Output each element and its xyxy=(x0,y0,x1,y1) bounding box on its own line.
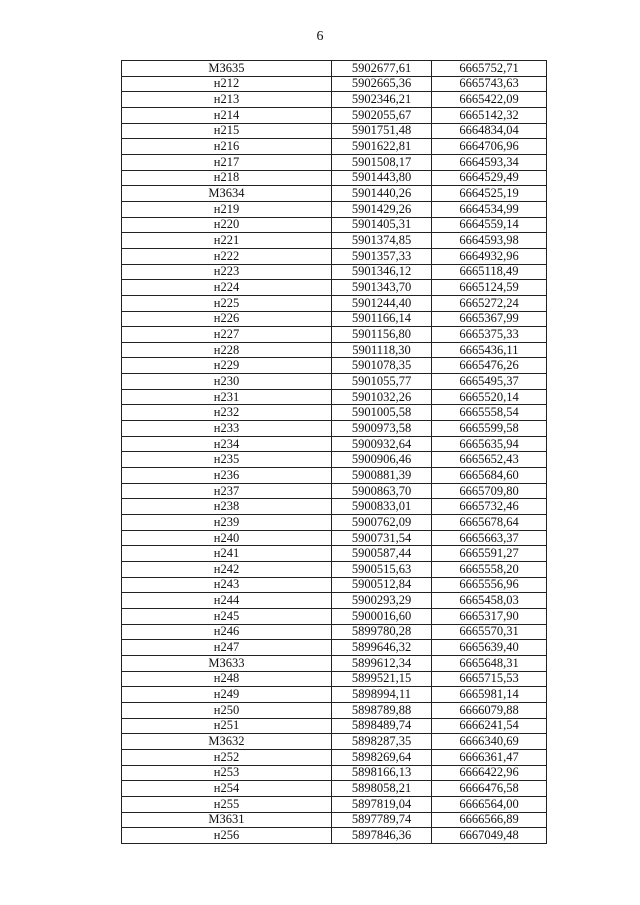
point-name-cell: н232 xyxy=(122,405,332,421)
point-name-cell: н218 xyxy=(122,170,332,186)
x-coordinate-cell: 5901508,17 xyxy=(332,154,432,170)
point-name-cell: МЗ632 xyxy=(122,734,332,750)
x-coordinate-cell: 5902346,21 xyxy=(332,92,432,108)
y-coordinate-cell: 6667049,48 xyxy=(432,828,547,844)
x-coordinate-cell: 5898489,74 xyxy=(332,718,432,734)
x-coordinate-cell: 5901440,26 xyxy=(332,186,432,202)
x-coordinate-cell: 5901622,81 xyxy=(332,139,432,155)
point-name-cell: н243 xyxy=(122,577,332,593)
y-coordinate-cell: 6665684,60 xyxy=(432,468,547,484)
y-coordinate-cell: 6666079,88 xyxy=(432,702,547,718)
point-name-cell: н224 xyxy=(122,280,332,296)
point-name-cell: н246 xyxy=(122,624,332,640)
table-row xyxy=(122,92,547,108)
y-coordinate-cell: 6664529,49 xyxy=(432,170,547,186)
y-coordinate-cell: 6665752,71 xyxy=(432,61,547,77)
point-name-cell: н245 xyxy=(122,608,332,624)
table-row xyxy=(122,295,547,311)
y-coordinate-cell: 6665556,96 xyxy=(432,577,547,593)
point-name-cell: н236 xyxy=(122,468,332,484)
point-name-cell: н212 xyxy=(122,76,332,92)
x-coordinate-cell: 5901405,31 xyxy=(332,217,432,233)
x-coordinate-cell: 5901343,70 xyxy=(332,280,432,296)
x-coordinate-cell: 5901429,26 xyxy=(332,201,432,217)
table-row xyxy=(122,796,547,812)
table-row xyxy=(122,452,547,468)
x-coordinate-cell: 5900587,44 xyxy=(332,546,432,562)
x-coordinate-cell: 5900731,54 xyxy=(332,530,432,546)
table-row xyxy=(122,342,547,358)
x-coordinate-cell: 5897789,74 xyxy=(332,812,432,828)
y-coordinate-cell: 6665558,54 xyxy=(432,405,547,421)
x-coordinate-cell: 5901346,12 xyxy=(332,264,432,280)
table-row xyxy=(122,515,547,531)
y-coordinate-cell: 6665476,26 xyxy=(432,358,547,374)
y-coordinate-cell: 6665732,46 xyxy=(432,499,547,515)
x-coordinate-cell: 5900512,84 xyxy=(332,577,432,593)
x-coordinate-cell: 5901443,80 xyxy=(332,170,432,186)
x-coordinate-cell: 5899612,34 xyxy=(332,655,432,671)
point-name-cell: н217 xyxy=(122,154,332,170)
x-coordinate-cell: 5899646,32 xyxy=(332,640,432,656)
point-name-cell: н252 xyxy=(122,749,332,765)
x-coordinate-cell: 5898789,88 xyxy=(332,702,432,718)
table-row xyxy=(122,436,547,452)
x-coordinate-cell: 5901156,80 xyxy=(332,327,432,343)
table-row xyxy=(122,421,547,437)
point-name-cell: н256 xyxy=(122,828,332,844)
table-row xyxy=(122,139,547,155)
x-coordinate-cell: 5901055,77 xyxy=(332,374,432,390)
point-name-cell: н216 xyxy=(122,139,332,155)
y-coordinate-cell: 6665558,20 xyxy=(432,562,547,578)
x-coordinate-cell: 5900833,01 xyxy=(332,499,432,515)
table-row xyxy=(122,327,547,343)
point-name-cell: н251 xyxy=(122,718,332,734)
y-coordinate-cell: 6666361,47 xyxy=(432,749,547,765)
x-coordinate-cell: 5899521,15 xyxy=(332,671,432,687)
y-coordinate-cell: 6664834,04 xyxy=(432,123,547,139)
table-row xyxy=(122,749,547,765)
x-coordinate-cell: 5901357,33 xyxy=(332,248,432,264)
y-coordinate-cell: 6665520,14 xyxy=(432,389,547,405)
y-coordinate-cell: 6666566,89 xyxy=(432,812,547,828)
x-coordinate-cell: 5901244,40 xyxy=(332,295,432,311)
point-name-cell: н220 xyxy=(122,217,332,233)
point-name-cell: н221 xyxy=(122,233,332,249)
table-row xyxy=(122,264,547,280)
point-name-cell: н228 xyxy=(122,342,332,358)
x-coordinate-cell: 5897846,36 xyxy=(332,828,432,844)
y-coordinate-cell: 6665422,09 xyxy=(432,92,547,108)
point-name-cell: н229 xyxy=(122,358,332,374)
point-name-cell: н215 xyxy=(122,123,332,139)
table-row xyxy=(122,123,547,139)
table-row xyxy=(122,530,547,546)
point-name-cell: н241 xyxy=(122,546,332,562)
y-coordinate-cell: 6666241,54 xyxy=(432,718,547,734)
table-row xyxy=(122,170,547,186)
y-coordinate-cell: 6665142,32 xyxy=(432,107,547,123)
y-coordinate-cell: 6665591,27 xyxy=(432,546,547,562)
point-name-cell: н213 xyxy=(122,92,332,108)
x-coordinate-cell: 5900863,70 xyxy=(332,483,432,499)
table-row xyxy=(122,217,547,233)
point-name-cell: н214 xyxy=(122,107,332,123)
y-coordinate-cell: 6665715,53 xyxy=(432,671,547,687)
x-coordinate-cell: 5901374,85 xyxy=(332,233,432,249)
x-coordinate-cell: 5901078,35 xyxy=(332,358,432,374)
point-name-cell: н247 xyxy=(122,640,332,656)
point-name-cell: н254 xyxy=(122,781,332,797)
table-row xyxy=(122,483,547,499)
y-coordinate-cell: 6665981,14 xyxy=(432,687,547,703)
table-row xyxy=(122,468,547,484)
y-coordinate-cell: 6664706,96 xyxy=(432,139,547,155)
table-row xyxy=(122,702,547,718)
x-coordinate-cell: 5900932,64 xyxy=(332,436,432,452)
y-coordinate-cell: 6666564,00 xyxy=(432,796,547,812)
x-coordinate-cell: 5900515,63 xyxy=(332,562,432,578)
table-row xyxy=(122,233,547,249)
y-coordinate-cell: 6665124,59 xyxy=(432,280,547,296)
y-coordinate-cell: 6665272,24 xyxy=(432,295,547,311)
table-row xyxy=(122,562,547,578)
x-coordinate-cell: 5901118,30 xyxy=(332,342,432,358)
y-coordinate-cell: 6665495,37 xyxy=(432,374,547,390)
x-coordinate-cell: 5901751,48 xyxy=(332,123,432,139)
table-row xyxy=(122,374,547,390)
y-coordinate-cell: 6665458,03 xyxy=(432,593,547,609)
point-name-cell: н248 xyxy=(122,671,332,687)
point-name-cell: н225 xyxy=(122,295,332,311)
table-row xyxy=(122,201,547,217)
table-row xyxy=(122,781,547,797)
table-row xyxy=(122,358,547,374)
y-coordinate-cell: 6665375,33 xyxy=(432,327,547,343)
x-coordinate-cell: 5898269,64 xyxy=(332,749,432,765)
coordinates-table xyxy=(121,60,547,844)
table-row xyxy=(122,734,547,750)
point-name-cell: н234 xyxy=(122,436,332,452)
table-row xyxy=(122,546,547,562)
y-coordinate-cell: 6666340,69 xyxy=(432,734,547,750)
table-row xyxy=(122,593,547,609)
x-coordinate-cell: 5900762,09 xyxy=(332,515,432,531)
table-row xyxy=(122,828,547,844)
y-coordinate-cell: 6665599,58 xyxy=(432,421,547,437)
x-coordinate-cell: 5901032,26 xyxy=(332,389,432,405)
x-coordinate-cell: 5900016,60 xyxy=(332,608,432,624)
x-coordinate-cell: 5901005,58 xyxy=(332,405,432,421)
y-coordinate-cell: 6665317,90 xyxy=(432,608,547,624)
y-coordinate-cell: 6665570,31 xyxy=(432,624,547,640)
table-row xyxy=(122,671,547,687)
point-name-cell: н223 xyxy=(122,264,332,280)
y-coordinate-cell: 6665118,49 xyxy=(432,264,547,280)
table-row xyxy=(122,577,547,593)
point-name-cell: н219 xyxy=(122,201,332,217)
point-name-cell: н233 xyxy=(122,421,332,437)
y-coordinate-cell: 6665652,43 xyxy=(432,452,547,468)
coordinates-table-body xyxy=(122,61,547,844)
point-name-cell: н253 xyxy=(122,765,332,781)
point-name-cell: н226 xyxy=(122,311,332,327)
y-coordinate-cell: 6665663,37 xyxy=(432,530,547,546)
point-name-cell: н244 xyxy=(122,593,332,609)
table-row xyxy=(122,61,547,77)
point-name-cell: н230 xyxy=(122,374,332,390)
y-coordinate-cell: 6664534,99 xyxy=(432,201,547,217)
point-name-cell: н231 xyxy=(122,389,332,405)
y-coordinate-cell: 6664559,14 xyxy=(432,217,547,233)
point-name-cell: н238 xyxy=(122,499,332,515)
x-coordinate-cell: 5900906,46 xyxy=(332,452,432,468)
point-name-cell: н250 xyxy=(122,702,332,718)
y-coordinate-cell: 6664525,19 xyxy=(432,186,547,202)
x-coordinate-cell: 5900293,29 xyxy=(332,593,432,609)
x-coordinate-cell: 5900973,58 xyxy=(332,421,432,437)
point-name-cell: МЗ633 xyxy=(122,655,332,671)
table-row xyxy=(122,389,547,405)
table-row xyxy=(122,640,547,656)
table-row xyxy=(122,499,547,515)
x-coordinate-cell: 5898058,21 xyxy=(332,781,432,797)
table-row xyxy=(122,405,547,421)
x-coordinate-cell: 5897819,04 xyxy=(332,796,432,812)
table-row xyxy=(122,812,547,828)
point-name-cell: н242 xyxy=(122,562,332,578)
x-coordinate-cell: 5902055,67 xyxy=(332,107,432,123)
x-coordinate-cell: 5901166,14 xyxy=(332,311,432,327)
point-name-cell: н240 xyxy=(122,530,332,546)
x-coordinate-cell: 5898994,11 xyxy=(332,687,432,703)
page-number: 6 xyxy=(316,29,324,44)
y-coordinate-cell: 6665436,11 xyxy=(432,342,547,358)
y-coordinate-cell: 6664593,98 xyxy=(432,233,547,249)
y-coordinate-cell: 6665635,94 xyxy=(432,436,547,452)
table-row xyxy=(122,718,547,734)
x-coordinate-cell: 5898287,35 xyxy=(332,734,432,750)
y-coordinate-cell: 6664932,96 xyxy=(432,248,547,264)
point-name-cell: н227 xyxy=(122,327,332,343)
point-name-cell: МЗ635 xyxy=(122,61,332,77)
x-coordinate-cell: 5902665,36 xyxy=(332,76,432,92)
y-coordinate-cell: 6665678,64 xyxy=(432,515,547,531)
point-name-cell: н239 xyxy=(122,515,332,531)
point-name-cell: н237 xyxy=(122,483,332,499)
x-coordinate-cell: 5899780,28 xyxy=(332,624,432,640)
table-row xyxy=(122,76,547,92)
point-name-cell: МЗ634 xyxy=(122,186,332,202)
table-row xyxy=(122,608,547,624)
y-coordinate-cell: 6665743,63 xyxy=(432,76,547,92)
table-row xyxy=(122,248,547,264)
table-row xyxy=(122,154,547,170)
point-name-cell: МЗ631 xyxy=(122,812,332,828)
y-coordinate-cell: 6666476,58 xyxy=(432,781,547,797)
table-row xyxy=(122,624,547,640)
table-row xyxy=(122,687,547,703)
point-name-cell: н222 xyxy=(122,248,332,264)
y-coordinate-cell: 6665639,40 xyxy=(432,640,547,656)
y-coordinate-cell: 6665367,99 xyxy=(432,311,547,327)
y-coordinate-cell: 6664593,34 xyxy=(432,154,547,170)
table-row xyxy=(122,186,547,202)
table-row xyxy=(122,655,547,671)
x-coordinate-cell: 5900881,39 xyxy=(332,468,432,484)
point-name-cell: н249 xyxy=(122,687,332,703)
y-coordinate-cell: 6665709,80 xyxy=(432,483,547,499)
point-name-cell: н235 xyxy=(122,452,332,468)
table-row xyxy=(122,765,547,781)
table-row xyxy=(122,107,547,123)
y-coordinate-cell: 6666422,96 xyxy=(432,765,547,781)
table-row xyxy=(122,311,547,327)
point-name-cell: н255 xyxy=(122,796,332,812)
x-coordinate-cell: 5902677,61 xyxy=(332,61,432,77)
table-row xyxy=(122,280,547,296)
x-coordinate-cell: 5898166,13 xyxy=(332,765,432,781)
y-coordinate-cell: 6665648,31 xyxy=(432,655,547,671)
